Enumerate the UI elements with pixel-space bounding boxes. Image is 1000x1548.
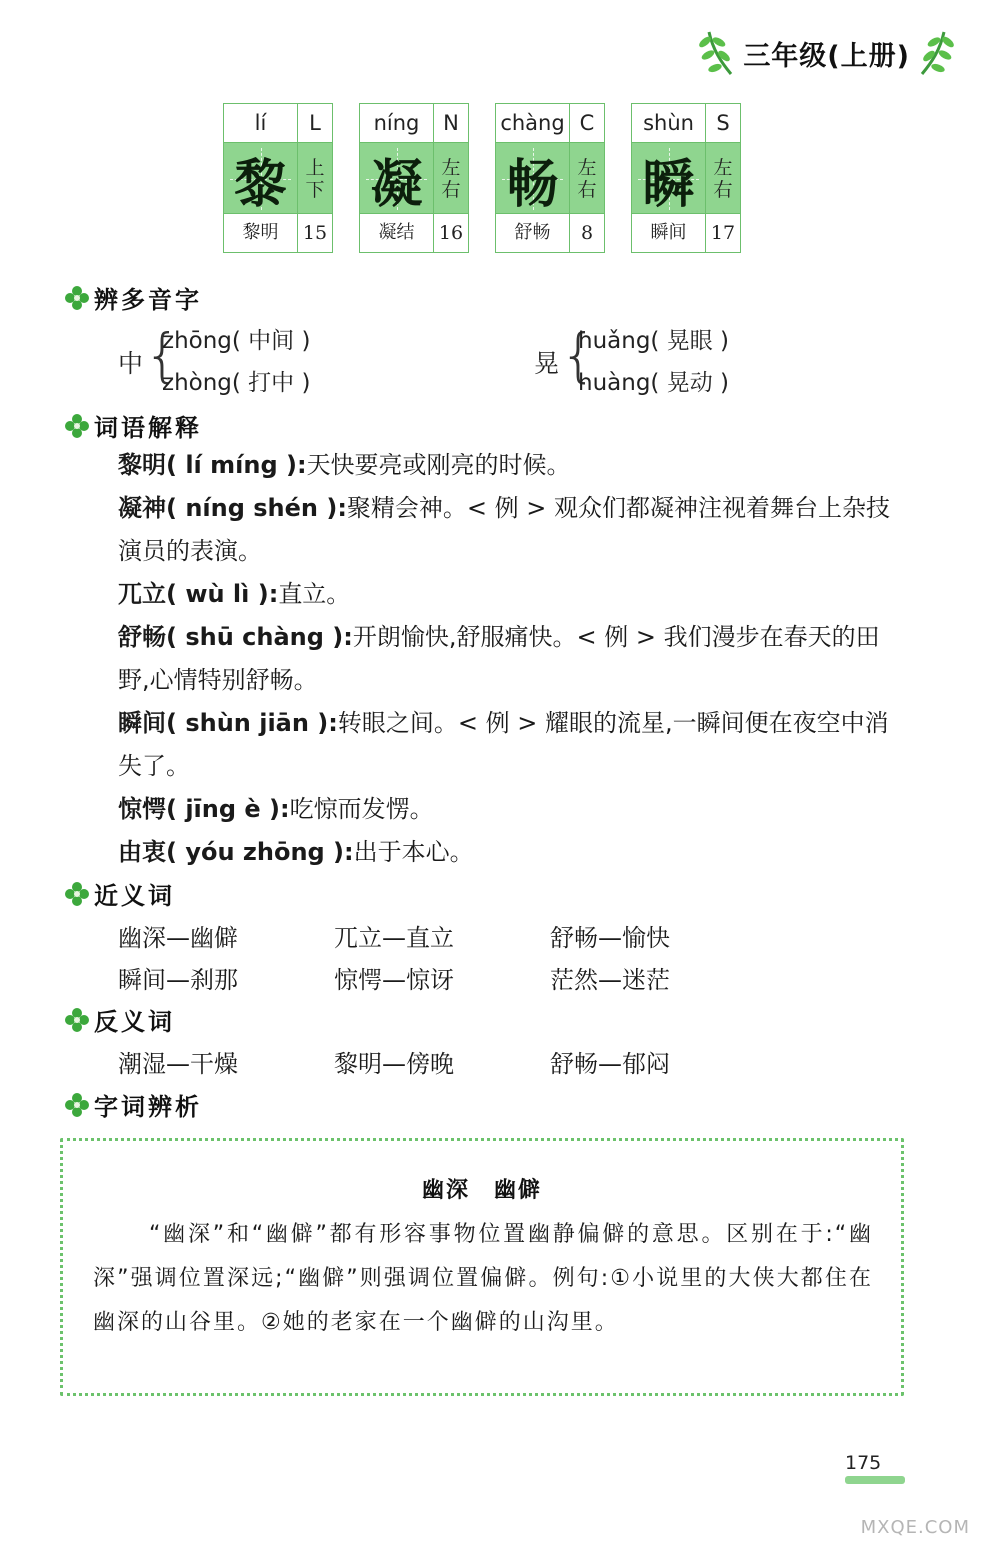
flower-bullet-icon (64, 413, 90, 439)
card-structure: 左 右 (577, 157, 597, 201)
card-character: 瞬 (632, 142, 706, 216)
brace-icon: { (144, 321, 181, 389)
word-pair: 茫然—迷茫 (550, 966, 670, 994)
word-pair: 瞬间—刹那 (118, 966, 238, 994)
card-character: 凝 (360, 142, 434, 216)
char-card-ning (359, 103, 469, 253)
section-analysis (64, 1087, 202, 1122)
card-strokes: 17 (710, 222, 736, 244)
polyphone-reading-1: zhōng( 中间 ) (162, 328, 311, 354)
grade-title: 三年级(上册) (743, 40, 910, 72)
synonym-row (118, 918, 766, 953)
flower-bullet-icon (64, 1007, 90, 1033)
card-structure: 左 右 (713, 157, 733, 201)
leaf-sprig-right-icon (916, 28, 962, 78)
page-number: 175 (845, 1452, 882, 1474)
card-structure: 左 右 (441, 157, 461, 201)
polyphone-reading-2: huàng( 晃动 ) (578, 370, 729, 396)
card-pinyin: shùn (632, 104, 706, 142)
section-title: 字词辨析 (94, 1093, 202, 1121)
card-pinyin: níng (360, 104, 434, 142)
explanation-item: 黎明( lí míng ):天快要亮或刚亮的时候。 (118, 451, 571, 479)
section-synonym (64, 876, 175, 911)
polyphone-reading-1: huǎng( 晃眼 ) (578, 328, 729, 354)
flower-bullet-icon (64, 1092, 90, 1118)
card-structure: 上 下 (305, 157, 325, 201)
card-letter: S (716, 111, 730, 135)
card-word: 黎明 (224, 214, 298, 252)
watermark: MXQE.COM (860, 1517, 970, 1538)
polyphone-char: 中 (118, 349, 144, 378)
card-pinyin: chàng (496, 104, 570, 142)
card-pinyin: lí (224, 104, 298, 142)
section-antonym (64, 1002, 175, 1037)
word-pair: 舒畅—愉快 (550, 924, 670, 952)
card-letter: C (579, 111, 595, 135)
section-title: 词语解释 (94, 414, 202, 442)
card-character: 畅 (496, 142, 570, 216)
card-word: 瞬间 (632, 214, 706, 252)
antonym-row (118, 1044, 766, 1079)
analysis-title: 幽深 幽僻 (421, 1178, 542, 1203)
section-title: 近义词 (94, 882, 175, 910)
flower-bullet-icon (64, 285, 90, 311)
character-cards (223, 103, 741, 253)
polyphone-char: 晃 (534, 349, 560, 378)
word-pair: 兀立—直立 (334, 924, 454, 952)
card-word: 舒畅 (496, 214, 570, 252)
explanation-item: 惊愕( jīng è ):吃惊而发愣。 (118, 795, 434, 823)
card-strokes: 15 (302, 222, 328, 244)
section-polyphone (64, 280, 202, 315)
section-explain (64, 408, 202, 443)
leaf-sprig-left-icon (691, 28, 737, 78)
card-word: 凝结 (360, 214, 434, 252)
explanation-item: 瞬间( shùn jiān ):转眼之间。< 例 > 耀眼的流星,一瞬间便在夜空中消失了。 (118, 709, 889, 780)
analysis-box (60, 1138, 904, 1396)
card-strokes: 8 (580, 222, 594, 244)
flower-bullet-icon (64, 881, 90, 907)
explanation-list (64, 444, 910, 874)
card-strokes: 16 (438, 222, 464, 244)
word-pair: 惊愕—惊讶 (334, 966, 454, 994)
section-title: 辨多音字 (94, 286, 202, 314)
card-character: 黎 (224, 142, 298, 216)
char-card-chang (495, 103, 605, 253)
explanation-item: 兀立( wù lì ):直立。 (118, 580, 351, 608)
char-card-shun (631, 103, 741, 253)
word-pair: 潮湿—干燥 (118, 1050, 238, 1078)
card-letter: N (443, 111, 459, 135)
page-number-bar (845, 1476, 905, 1484)
section-title: 反义词 (94, 1008, 175, 1036)
explanation-item: 凝神( níng shén ):聚精会神。< 例 > 观众们都凝神注视着舞台上杂技演员的表演。 (118, 494, 891, 565)
synonym-row (118, 960, 766, 995)
word-pair: 黎明—傍晚 (334, 1050, 454, 1078)
brace-icon: { (560, 321, 597, 389)
word-pair: 舒畅—郁闷 (550, 1050, 670, 1078)
word-pair: 幽深—幽僻 (118, 924, 238, 952)
explanation-item: 由衷( yóu zhōng ):出于本心。 (118, 838, 474, 866)
polyphone-reading-2: zhòng( 打中 ) (162, 370, 311, 396)
card-letter: L (309, 111, 321, 135)
analysis-text: “幽深”和“幽僻”都有形容事物位置幽静偏僻的意思。区别在于:“幽深”强调位置深远;“幽僻”则强调位置偏僻。例句:①小说里的大侠大都住在幽深的山谷里。②她的老家在一个幽僻的山沟里。 (93, 1222, 873, 1335)
page-header (691, 28, 962, 78)
explanation-item: 舒畅( shū chàng ):开朗愉快,舒服痛快。< 例 > 我们漫步在春天的田野,心情特别舒畅。 (118, 623, 880, 694)
char-card-li (223, 103, 333, 253)
